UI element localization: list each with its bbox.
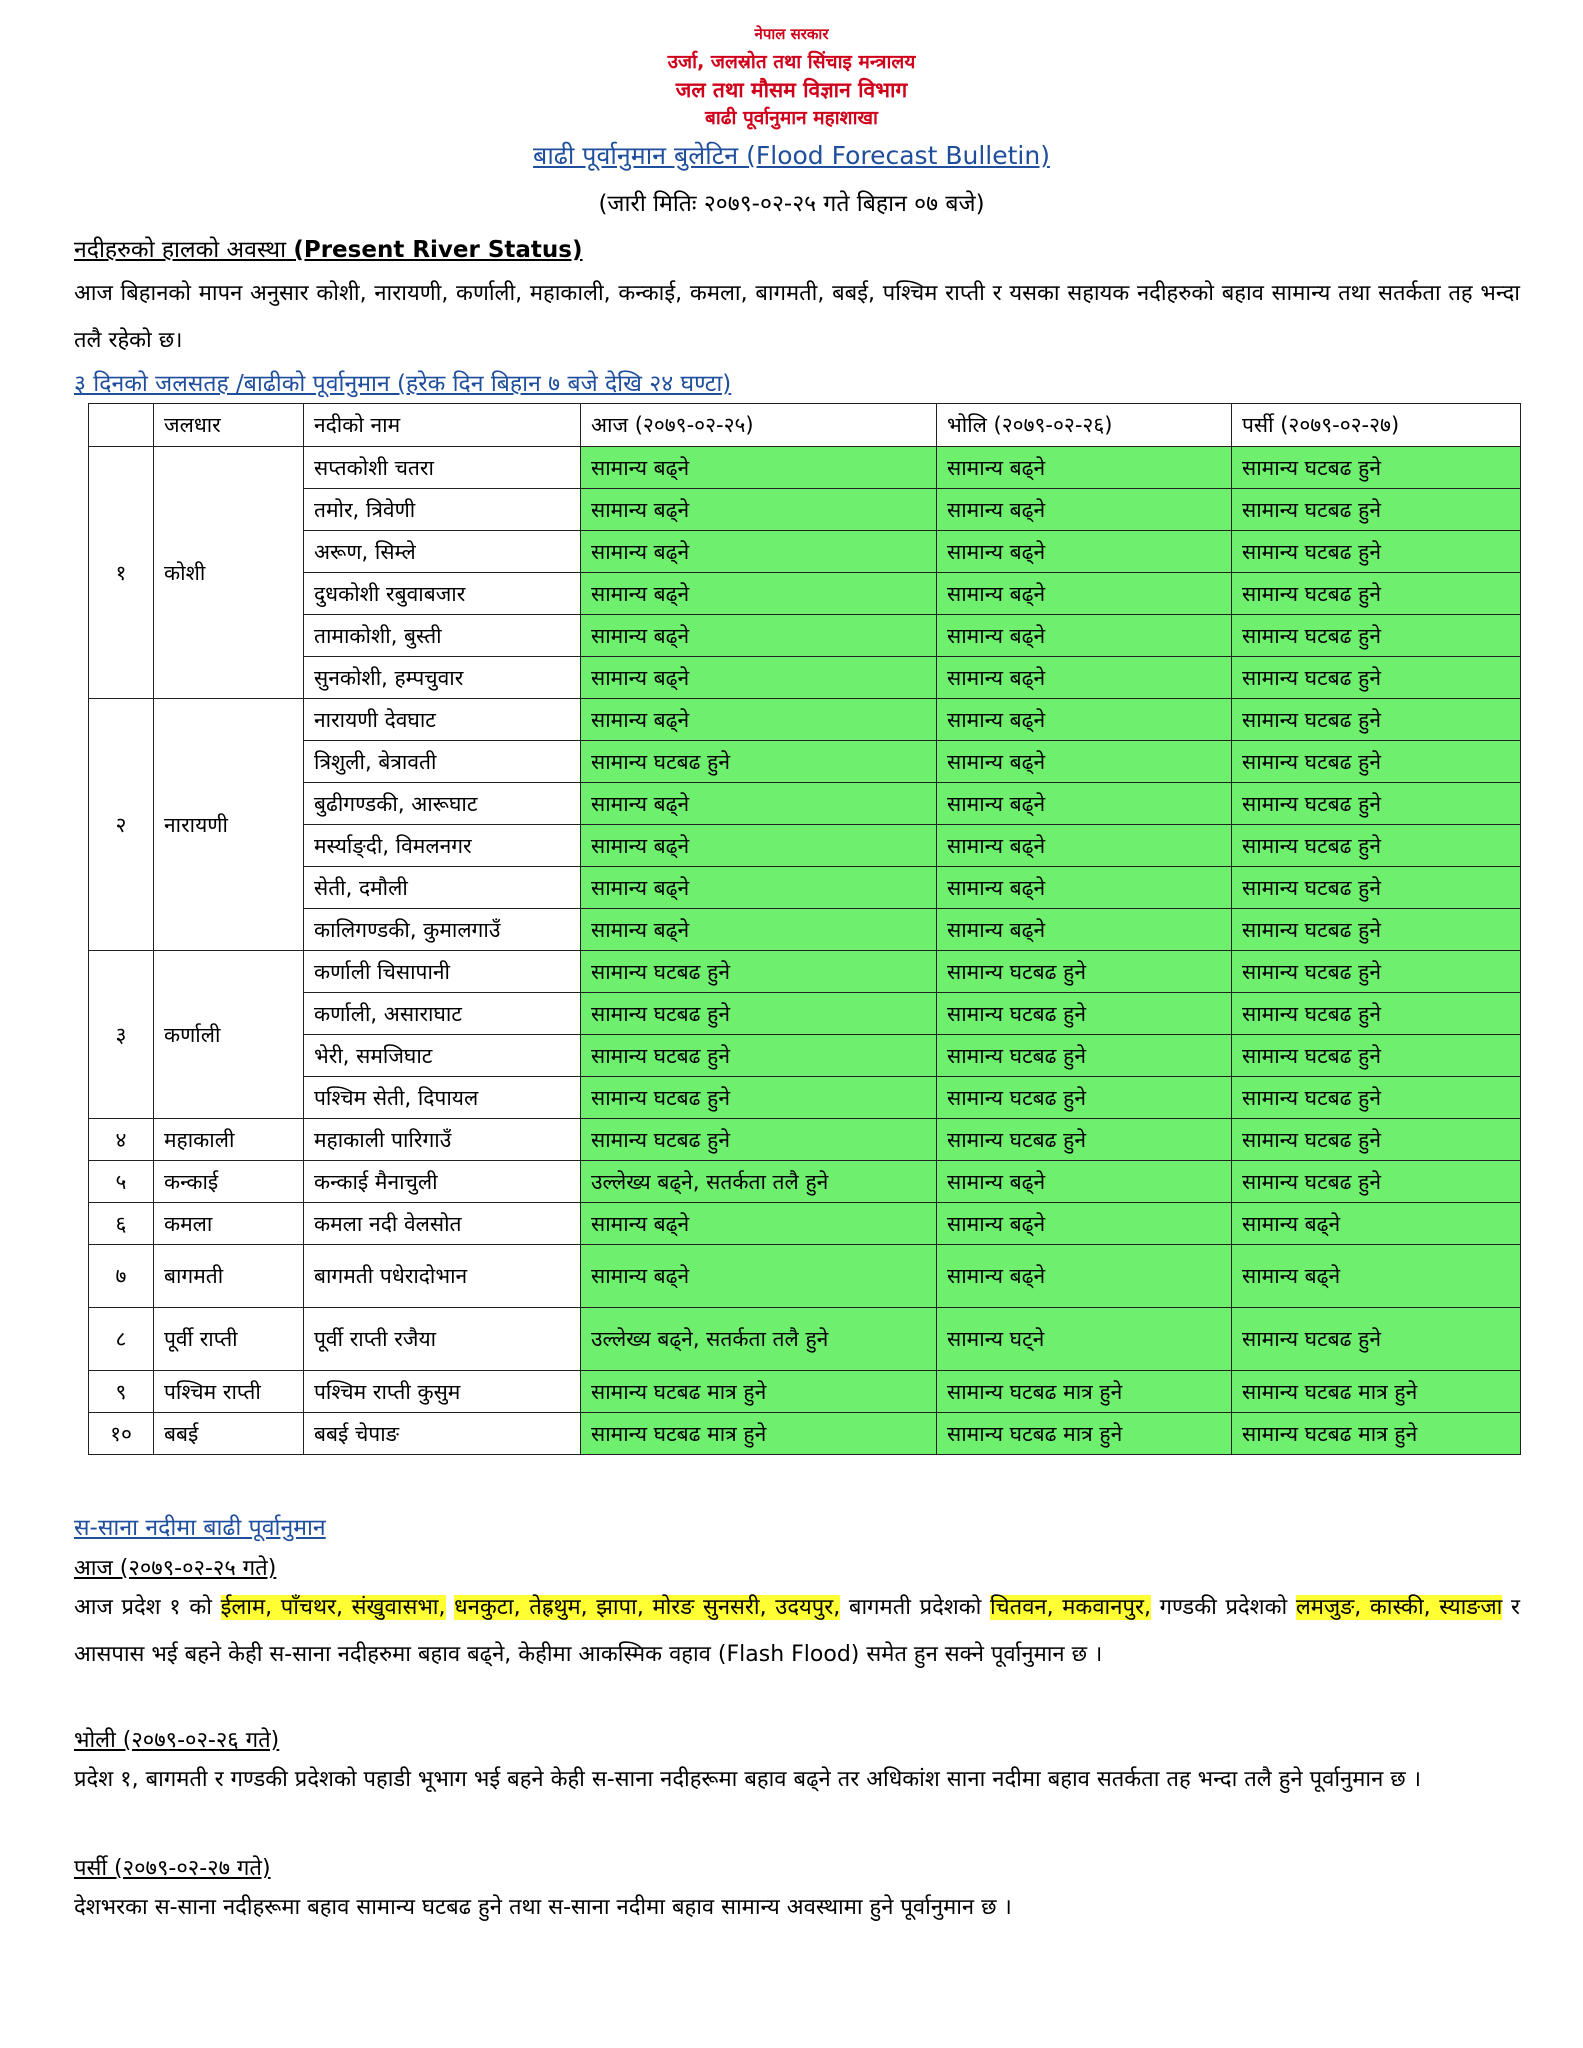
forecast-tomorrow: सामान्य घटबढ मात्र हुने: [937, 1371, 1232, 1413]
division-name: बाढी पूर्वानुमान महाशाखा: [705, 107, 878, 129]
table-row: [89, 1161, 1521, 1203]
forecast-today: सामान्य घटबढ मात्र हुने: [581, 1371, 937, 1413]
col-header-river: नदीको नाम: [304, 404, 581, 447]
river-station: पश्चिम राप्ती कुसुम: [304, 1371, 581, 1413]
forecast-table-body: [89, 447, 1521, 1455]
basin-name: पश्चिम राप्ती: [154, 1371, 304, 1413]
col-header-day-after: पर्सी (२०७९-०२-२७): [1232, 404, 1521, 447]
forecast-today: सामान्य बढ्ने: [581, 1203, 937, 1245]
forecast-tomorrow: सामान्य बढ्ने: [937, 1161, 1232, 1203]
table-row: [89, 783, 1521, 825]
table-row: [89, 573, 1521, 615]
forecast-tomorrow: सामान्य बढ्ने: [937, 783, 1232, 825]
river-station: मर्स्याङ्दी, विमलनगर: [304, 825, 581, 867]
today-heading: आज (२०७९-०२-२५ गते): [74, 1556, 277, 1581]
forecast-day-after: सामान्य घटबढ हुने: [1232, 447, 1521, 489]
forecast-tomorrow: सामान्य बढ्ने: [937, 531, 1232, 573]
forecast-today: सामान्य बढ्ने: [581, 909, 937, 951]
forecast-day-after: सामान्य बढ्ने: [1232, 1245, 1521, 1308]
basin-number: २: [89, 699, 154, 951]
river-station: तमोर, त्रिवेणी: [304, 489, 581, 531]
forecast-today: उल्लेख्य बढ्ने, सतर्कता तलै हुने: [581, 1161, 937, 1203]
basin-number: ८: [89, 1308, 154, 1371]
small-rivers-heading: स-साना नदीमा बाढी पूर्वानुमान: [74, 1515, 326, 1541]
forecast-day-after: सामान्य घटबढ हुने: [1232, 531, 1521, 573]
forecast-today: सामान्य बढ्ने: [581, 657, 937, 699]
col-header-basin: जलधार: [154, 404, 304, 447]
paragraph-text: गण्डकी प्रदेशको: [1150, 1595, 1296, 1620]
present-status-text: आज बिहानको मापन अनुसार कोशी, नारायणी, कर्णाली, महाकाली, कन्काई, कमला, बागमती, बबई, पश्चिम राप्ती र यसका सहायक नदीहरुको बहाव सामान्य तथा सतर्कता तह भन्दा तलै रहेको छ।: [74, 281, 1520, 353]
highlighted-district-list: लमजुङ, कास्की, स्याङजा: [1295, 1595, 1503, 1620]
forecast-tomorrow: सामान्य घटबढ हुने: [937, 1077, 1232, 1119]
forecast-tomorrow: सामान्य बढ्ने: [937, 447, 1232, 489]
forecast-today: सामान्य बढ्ने: [581, 825, 937, 867]
river-station: बागमती पधेरादोभान: [304, 1245, 581, 1308]
forecast-tomorrow: सामान्य बढ्ने: [937, 615, 1232, 657]
forecast-day-after: सामान्य घटबढ हुने: [1232, 909, 1521, 951]
highlighted-district-list: धनकुटा, तेह्रथुम, झापा, मोरङ सुनसरी, उदयपुर,: [454, 1595, 841, 1620]
river-station: सुनकोशी, हम्पचुवार: [304, 657, 581, 699]
table-row: [89, 489, 1521, 531]
table-row: [89, 699, 1521, 741]
table-row: [89, 867, 1521, 909]
forecast-tomorrow: सामान्य बढ्ने: [937, 1245, 1232, 1308]
day-after-forecast-text: देशभरका स-साना नदीहरूमा बहाव सामान्य घटबढ हुने तथा स-साना नदीमा बहाव सामान्य अवस्थामा हुने पूर्वानुमान छ ।: [74, 1895, 1012, 1920]
govt-name: नेपाल सरकार: [754, 25, 829, 43]
forecast-day-after: सामान्य घटबढ मात्र हुने: [1232, 1413, 1521, 1455]
forecast-tomorrow: सामान्य बढ्ने: [937, 699, 1232, 741]
highlighted-district-list: ईलाम, पाँचथर, संखुवासभा,: [220, 1595, 446, 1620]
forecast-tomorrow: सामान्य बढ्ने: [937, 825, 1232, 867]
basin-number: ३: [89, 951, 154, 1119]
paragraph-text: [446, 1595, 455, 1620]
river-station: बबई चेपाङ: [304, 1413, 581, 1455]
forecast-day-after: सामान्य घटबढ हुने: [1232, 825, 1521, 867]
forecast-today: सामान्य बढ्ने: [581, 531, 937, 573]
forecast-today: सामान्य घटबढ हुने: [581, 741, 937, 783]
forecast-day-after: सामान्य घटबढ हुने: [1232, 783, 1521, 825]
table-row: [89, 951, 1521, 993]
table-row: [89, 1371, 1521, 1413]
forecast-tomorrow: सामान्य बढ्ने: [937, 909, 1232, 951]
river-station: कर्णाली चिसापानी: [304, 951, 581, 993]
forecast-tomorrow: सामान्य घटबढ हुने: [937, 993, 1232, 1035]
forecast-tomorrow: सामान्य बढ्ने: [937, 573, 1232, 615]
department-name: जल तथा मौसम विज्ञान विभाग: [675, 78, 908, 102]
river-station: सेती, दमौली: [304, 867, 581, 909]
day-after-heading: पर्सी (२०७९-०२-२७ गते): [74, 1856, 271, 1881]
river-station: महाकाली पारिगाउँ: [304, 1119, 581, 1161]
forecast-today: सामान्य घटबढ मात्र हुने: [581, 1413, 937, 1455]
forecast-tomorrow: सामान्य बढ्ने: [937, 1203, 1232, 1245]
forecast-day-after: सामान्य घटबढ हुने: [1232, 1119, 1521, 1161]
present-status-heading-en: (Present River Status): [293, 237, 583, 263]
forecast-today: सामान्य बढ्ने: [581, 573, 937, 615]
forecast-today: सामान्य बढ्ने: [581, 867, 937, 909]
basin-name: महाकाली: [154, 1119, 304, 1161]
forecast-tomorrow: सामान्य घटबढ हुने: [937, 951, 1232, 993]
basin-number: ६: [89, 1203, 154, 1245]
basin-number: ७: [89, 1245, 154, 1308]
basin-name: नारायणी: [154, 699, 304, 951]
river-station: नारायणी देवघाट: [304, 699, 581, 741]
forecast-tomorrow: सामान्य बढ्ने: [937, 867, 1232, 909]
table-row: [89, 1245, 1521, 1308]
issue-date: (जारी मितिः २०७९-०२-२५ गते बिहान ०७ बजे): [598, 191, 985, 217]
forecast-today: सामान्य बढ्ने: [581, 489, 937, 531]
paragraph-text: र आसपास भई बहने केही स-साना नदीहरुमा बहाव बढ्ने, केहीमा आकस्मिक वहाव (Flash Flood) समेत हुन सक्ने पूर्वानुमान छ ।: [74, 1595, 1521, 1667]
basin-name: बागमती: [154, 1245, 304, 1308]
forecast-day-after: सामान्य घटबढ हुने: [1232, 1308, 1521, 1371]
basin-name: पूर्वी राप्ती: [154, 1308, 304, 1371]
forecast-heading: ३ दिनको जलसतह /बाढीको पूर्वानुमान (हरेक दिन बिहान ७ बजे देखि २४ घण्टा): [74, 371, 732, 397]
forecast-today: सामान्य बढ्ने: [581, 699, 937, 741]
forecast-day-after: सामान्य घटबढ हुने: [1232, 1077, 1521, 1119]
col-header-num: [89, 404, 154, 447]
paragraph-text: आज प्रदेश १ को: [74, 1595, 221, 1620]
forecast-day-after: सामान्य घटबढ हुने: [1232, 489, 1521, 531]
forecast-today: सामान्य बढ्ने: [581, 1245, 937, 1308]
table-row: [89, 615, 1521, 657]
basin-number: १०: [89, 1413, 154, 1455]
basin-name: बबई: [154, 1413, 304, 1455]
forecast-table: [88, 403, 1521, 1455]
forecast-day-after: सामान्य घटबढ हुने: [1232, 993, 1521, 1035]
forecast-today: सामान्य घटबढ हुने: [581, 1077, 937, 1119]
table-row: [89, 825, 1521, 867]
forecast-table-header: [89, 404, 1521, 447]
table-row: [89, 447, 1521, 489]
table-row: [89, 657, 1521, 699]
forecast-day-after: सामान्य घटबढ हुने: [1232, 657, 1521, 699]
river-station: पूर्वी राप्ती रजैया: [304, 1308, 581, 1371]
ministry-name: उर्जा, जलस्रोत तथा सिंचाइ मन्त्रालय: [667, 51, 916, 73]
forecast-tomorrow: सामान्य घटबढ हुने: [937, 1035, 1232, 1077]
forecast-tomorrow: सामान्य घटबढ हुने: [937, 1119, 1232, 1161]
river-station: बुढीगण्डकी, आरूघाट: [304, 783, 581, 825]
basin-name: कोशी: [154, 447, 304, 699]
table-row: [89, 1035, 1521, 1077]
forecast-tomorrow: सामान्य बढ्ने: [937, 657, 1232, 699]
river-station: अरूण, सिम्ले: [304, 531, 581, 573]
col-header-today: आज (२०७९-०२-२५): [581, 404, 937, 447]
present-status-heading-np: नदीहरुको हालको अवस्था: [74, 237, 287, 263]
tomorrow-forecast-text: प्रदेश १, बागमती र गण्डकी प्रदेशको पहाडी भूभाग भई बहने केही स-साना नदीहरूमा बहाव बढ्ने तर अधिकांश साना नदीमा बहाव सतर्कता तह भन्दा तलै हुने पूर्वानुमान छ ।: [74, 1767, 1422, 1792]
river-station: त्रिशुली, बेत्रावती: [304, 741, 581, 783]
table-row: [89, 993, 1521, 1035]
table-row: [89, 1308, 1521, 1371]
basin-number: १: [89, 447, 154, 699]
river-station: कालिगण्डकी, कुमालगाउँ: [304, 909, 581, 951]
forecast-day-after: सामान्य घटबढ हुने: [1232, 699, 1521, 741]
forecast-day-after: सामान्य घटबढ हुने: [1232, 951, 1521, 993]
river-station: कर्णाली, असाराघाट: [304, 993, 581, 1035]
table-row: [89, 1119, 1521, 1161]
river-station: तामाकोशी, बुस्ती: [304, 615, 581, 657]
table-row: [89, 531, 1521, 573]
forecast-today: सामान्य घटबढ हुने: [581, 951, 937, 993]
paragraph-text: बागमती प्रदेशको: [840, 1595, 990, 1620]
forecast-today: सामान्य बढ्ने: [581, 615, 937, 657]
forecast-day-after: सामान्य घटबढ हुने: [1232, 1161, 1521, 1203]
river-station: दुधकोशी रबुवाबजार: [304, 573, 581, 615]
table-row: [89, 909, 1521, 951]
table-row: [89, 1413, 1521, 1455]
present-status-heading: [74, 232, 583, 264]
today-forecast-text: [74, 1584, 1520, 1678]
forecast-day-after: सामान्य घटबढ मात्र हुने: [1232, 1371, 1521, 1413]
river-station: कमला नदी वेलसोत: [304, 1203, 581, 1245]
table-row: [89, 741, 1521, 783]
basin-number: ४: [89, 1119, 154, 1161]
forecast-day-after: सामान्य घटबढ हुने: [1232, 1035, 1521, 1077]
forecast-tomorrow: सामान्य बढ्ने: [937, 489, 1232, 531]
basin-name: कमला: [154, 1203, 304, 1245]
forecast-today: सामान्य बढ्ने: [581, 447, 937, 489]
tomorrow-heading: भोली (२०७९-०२-२६ गते): [74, 1728, 280, 1753]
forecast-today: सामान्य घटबढ हुने: [581, 1035, 937, 1077]
river-station: सप्तकोशी चतरा: [304, 447, 581, 489]
forecast-today: सामान्य घटबढ हुने: [581, 1119, 937, 1161]
river-station: पश्चिम सेती, दिपायल: [304, 1077, 581, 1119]
forecast-day-after: सामान्य बढ्ने: [1232, 1203, 1521, 1245]
river-station: भेरी, समजिघाट: [304, 1035, 581, 1077]
forecast-tomorrow: सामान्य बढ्ने: [937, 741, 1232, 783]
col-header-tomorrow: भोलि (२०७९-०२-२६): [937, 404, 1232, 447]
river-station: कन्काई मैनाचुली: [304, 1161, 581, 1203]
table-row: [89, 1077, 1521, 1119]
basin-number: ९: [89, 1371, 154, 1413]
forecast-today: उल्लेख्य बढ्ने, सतर्कता तलै हुने: [581, 1308, 937, 1371]
bulletin-title: बाढी पूर्वानुमान बुलेटिन (Flood Forecast Bulletin): [533, 141, 1050, 170]
forecast-day-after: सामान्य घटबढ हुने: [1232, 573, 1521, 615]
basin-name: कर्णाली: [154, 951, 304, 1119]
forecast-day-after: सामान्य घटबढ हुने: [1232, 867, 1521, 909]
forecast-tomorrow: सामान्य घट्ने: [937, 1308, 1232, 1371]
table-row: [89, 1203, 1521, 1245]
forecast-today: सामान्य बढ्ने: [581, 783, 937, 825]
basin-name: कन्काई: [154, 1161, 304, 1203]
forecast-today: सामान्य घटबढ हुने: [581, 993, 937, 1035]
highlighted-district-list: चितवन, मकवानपुर,: [989, 1595, 1151, 1620]
forecast-day-after: सामान्य घटबढ हुने: [1232, 741, 1521, 783]
forecast-tomorrow: सामान्य घटबढ मात्र हुने: [937, 1413, 1232, 1455]
forecast-day-after: सामान्य घटबढ हुने: [1232, 615, 1521, 657]
basin-number: ५: [89, 1161, 154, 1203]
